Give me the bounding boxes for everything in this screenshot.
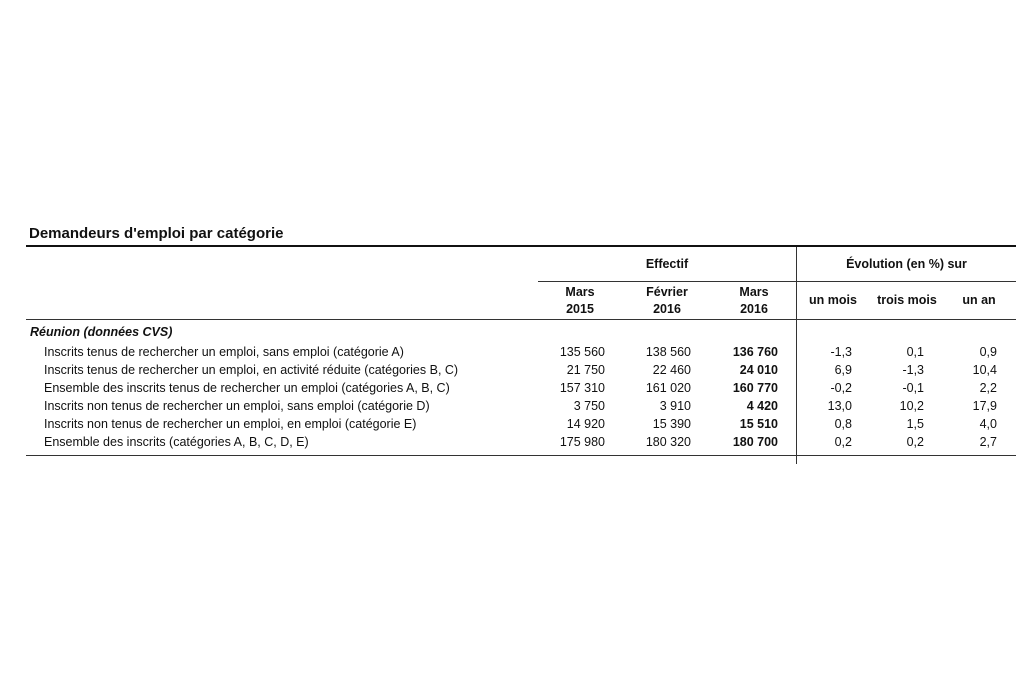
cell-un-mois: 0,2 <box>834 435 852 449</box>
col-header-fevrier-2016-month: Février <box>646 285 688 299</box>
row-label: Ensemble des inscrits tenus de rechercher un emploi (catégories A, B, C) <box>44 381 450 395</box>
header-evolution: Évolution (en %) sur <box>846 257 967 271</box>
col-header-fevrier-2016-year: 2016 <box>653 302 681 316</box>
cell-mars-2016: 4 420 <box>746 399 778 413</box>
cell-un-an: 2,7 <box>979 435 997 449</box>
cell-un-an: 0,9 <box>979 345 997 359</box>
cell-mars-2016: 136 760 <box>732 345 778 359</box>
cell-un-an: 17,9 <box>972 399 997 413</box>
table-row <box>0 361 1024 379</box>
cell-trois-mois: 10,2 <box>899 399 924 413</box>
table-row <box>0 397 1024 415</box>
cell-fevrier-2016: 22 460 <box>652 363 691 377</box>
cell-fevrier-2016: 3 910 <box>659 399 691 413</box>
table-row <box>0 433 1024 451</box>
header-effectif: Effectif <box>645 257 689 271</box>
cell-mars-2016: 15 510 <box>739 417 778 431</box>
bottom-rule <box>26 455 1016 456</box>
row-label: Ensemble des inscrits (catégories A, B, C, D, E) <box>44 435 309 449</box>
cell-fevrier-2016: 180 320 <box>645 435 691 449</box>
top-rule <box>26 245 1016 247</box>
cell-trois-mois: 0,1 <box>906 345 924 359</box>
cell-fevrier-2016: 15 390 <box>652 417 691 431</box>
cell-mars-2015: 21 750 <box>566 363 605 377</box>
col-header-mars-2015-month: Mars <box>565 285 595 299</box>
row-label: Inscrits non tenus de rechercher un emploi, en emploi (catégorie E) <box>44 417 417 431</box>
cell-mars-2015: 14 920 <box>566 417 605 431</box>
cell-mars-2016: 24 010 <box>739 363 778 377</box>
col-header-un-mois: un mois <box>809 293 857 307</box>
cell-un-an: 10,4 <box>972 363 997 377</box>
cell-mars-2015: 3 750 <box>573 399 605 413</box>
row-label: Inscrits non tenus de rechercher un emploi, sans emploi (catégorie D) <box>44 399 430 413</box>
cell-un-an: 2,2 <box>979 381 997 395</box>
cell-fevrier-2016: 138 560 <box>645 345 691 359</box>
col-header-mars-2016-year: 2016 <box>740 302 768 316</box>
cell-mars-2015: 157 310 <box>559 381 605 395</box>
col-header-mars-2016-month: Mars <box>739 285 769 299</box>
cell-trois-mois: -1,3 <box>902 363 924 377</box>
cell-un-mois: -0,2 <box>830 381 852 395</box>
cell-trois-mois: -0,1 <box>902 381 924 395</box>
section-label: Réunion (données CVS) <box>30 325 173 339</box>
table-row <box>0 379 1024 397</box>
cell-mars-2016: 160 770 <box>732 381 778 395</box>
cell-trois-mois: 0,2 <box>906 435 924 449</box>
table-row <box>0 343 1024 361</box>
col-header-mars-2015-year: 2015 <box>566 302 594 316</box>
table-row <box>0 415 1024 433</box>
cell-fevrier-2016: 161 020 <box>645 381 691 395</box>
cell-mars-2015: 175 980 <box>559 435 605 449</box>
header-group-rule <box>538 281 1016 282</box>
row-label: Inscrits tenus de rechercher un emploi, en activité réduite (catégories B, C) <box>44 363 459 377</box>
cell-mars-2015: 135 560 <box>559 345 605 359</box>
col-header-mars-2016 <box>719 284 789 318</box>
cell-un-mois: 6,9 <box>834 363 852 377</box>
cell-un-an: 4,0 <box>979 417 997 431</box>
header-bottom-rule <box>26 319 1016 320</box>
table-title: Demandeurs d'emploi par catégorie <box>29 225 284 242</box>
col-header-trois-mois: trois mois <box>877 293 937 307</box>
col-header-mars-2015 <box>545 284 615 318</box>
row-label: Inscrits tenus de rechercher un emploi, sans emploi (catégorie A) <box>44 345 404 359</box>
cell-un-mois: -1,3 <box>830 345 852 359</box>
cell-un-mois: 0,8 <box>834 417 852 431</box>
col-header-fevrier-2016 <box>632 284 702 318</box>
cell-mars-2016: 180 700 <box>732 435 778 449</box>
cell-un-mois: 13,0 <box>827 399 852 413</box>
cell-trois-mois: 1,5 <box>906 417 924 431</box>
col-header-un-an: un an <box>962 293 996 307</box>
